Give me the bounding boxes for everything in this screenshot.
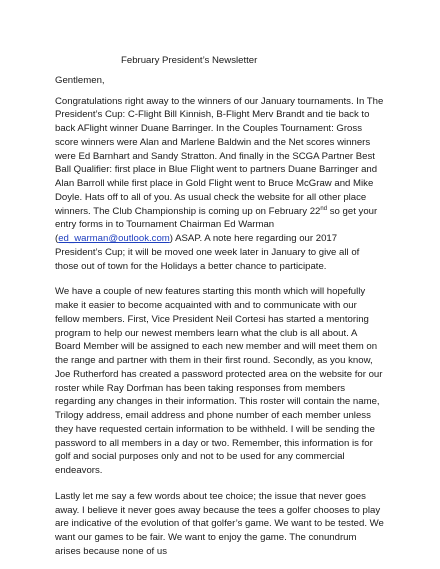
- newsletter-title: February President’s Newsletter: [121, 55, 258, 66]
- paragraph-text: Congratulations right away to the winners of our January tournaments. In The President’s Cup: C-Flight Bill Kinnish, B-Flight Merv Brandt and tie back to back AFlight winner Duane Barringer. In the Couples Tournament: Gross score winners were Alan and Marlene Baldwin and the Net scores winners were Ed Barnhart and Sandy Stratton. And finally in the SCGA Partner Best Ball Qualifier: first place in Blue Flight went to partners Duane Barringer and Alan Barroll while first place in Gold Flight went to Bruce McGraw and Mike Doyle. Hats off to all of you. As usual check the website for all other place winners. The Club Championship is coming up on February 22: [55, 95, 384, 217]
- paragraph-tournament-results: [55, 95, 384, 274]
- paragraph-new-features: We have a couple of new features starting this month which will hopefully make it easier to become acquainted with and to communicate with our fellow members. First, Vice President Neil Cortesi has started a mentoring program to help our newest members learn what the club is all about. A Board Member will be assigned to each new member and will meet them on the range and partner with them in their first round. Secondly, as you know, Joe Rutherford has created a password protected area on the website for our roster while Ray Dorfman has been taking responses from members regarding any changes in their information. This roster will contain the name, Trilogy address, email address and phone number of each member unless they have requested certain information to be withheld. I will be sending the password to all members in a day or two. Remember, this information is for golf and social purposes only and not to be used for any commercial endeavors.: [55, 286, 383, 477]
- paragraph-text: so get your entry forms in to Tournament Chairman Ed Warman (: [55, 205, 378, 245]
- email-link[interactable]: ed_warman@outlook.com: [58, 233, 170, 245]
- salutation: Gentlemen,: [55, 75, 105, 86]
- paragraph-text: ) ASAP. A note here regarding our 2017 President’s Cup; it will be moved one week later in January to give all of those out of town for the Holidays a better chance to participate.: [55, 233, 360, 272]
- ordinal-suffix: nd: [320, 205, 328, 212]
- paragraph-tee-choice: Lastly let me say a few words about tee choice; the issue that never goes away. I believe it never goes away because the tees a golfer chooses to play are indicative of the evolution of that golfer’s game. We want to be tested. We want our games to be fair. We want to enjoy the game. The conundrum arises because none of us: [55, 490, 384, 557]
